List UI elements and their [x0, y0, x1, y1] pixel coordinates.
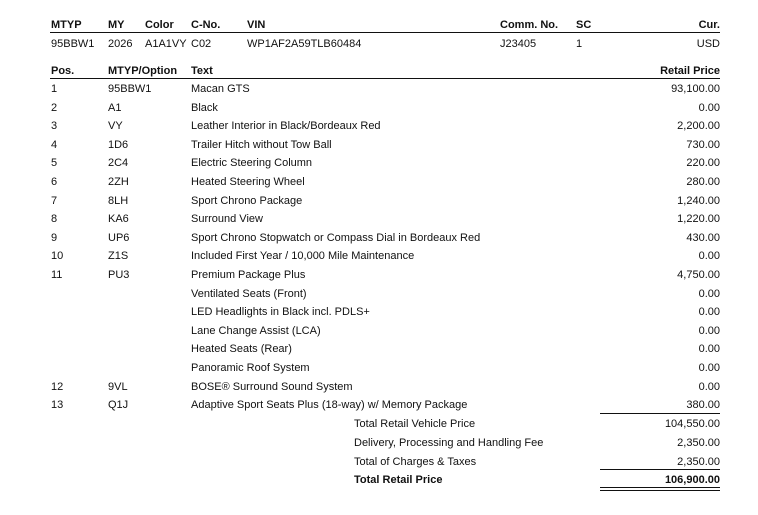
row-text: Trailer Hitch without Tow Ball [191, 138, 332, 151]
total-retail-price-label: Total Retail Price [354, 474, 443, 486]
row-text: Lane Change Assist (LCA) [191, 324, 321, 337]
row-option: A1 [108, 101, 122, 114]
row-pos: 3 [51, 120, 58, 133]
header-rule [50, 32, 720, 33]
col-currency-header: Cur. [698, 19, 720, 31]
cno-value: C02 [191, 38, 212, 50]
total-charges-taxes-label: Total of Charges & Taxes [354, 456, 477, 468]
total-retail-vehicle-price-label: Total Retail Vehicle Price [354, 418, 476, 430]
row-text: Adaptive Sport Seats Plus (18-way) w/ Memory Package [191, 399, 468, 412]
row-price: 0.00 [698, 306, 720, 319]
subtotal-rule [600, 413, 720, 414]
col-cno-header: C-No. [191, 19, 221, 31]
row-option: 9VL [108, 380, 128, 393]
row-option: 1D6 [108, 138, 129, 151]
row-option: 2C4 [108, 157, 129, 170]
row-option: KA6 [108, 213, 129, 226]
row-text: Heated Steering Wheel [191, 176, 305, 188]
row-pos: 12 [51, 380, 64, 393]
row-text: Sport Chrono Stopwatch or Compass Dial in Bordeaux Red [191, 231, 481, 244]
row-option: Z1S [108, 250, 129, 263]
delivery-fee-value: 2,350.00 [677, 437, 720, 449]
pos-column-header: Pos. [51, 65, 75, 77]
col-mtyp-header: MTYP [51, 19, 82, 31]
comm-no-value: J23405 [500, 38, 537, 50]
row-price: 280.00 [686, 176, 720, 188]
text-column-header: Text [191, 65, 213, 77]
mtyp-value: 95BBW1 [51, 38, 95, 50]
col-my-header: MY [108, 19, 125, 31]
row-price: 220.00 [686, 157, 720, 170]
row-price: 0.00 [698, 380, 720, 393]
row-text: Premium Package Plus [191, 269, 306, 281]
row-option: VY [108, 120, 123, 133]
row-price: 4,750.00 [677, 269, 720, 281]
model-year-value: 2026 [108, 38, 133, 50]
row-text: Sport Chrono Package [191, 194, 303, 207]
vin-value: WP1AF2A59TLB60484 [247, 38, 362, 50]
col-vin-header: VIN [247, 19, 266, 31]
table-header-rule [50, 78, 720, 79]
row-text: LED Headlights in Black incl. PDLS+ [191, 306, 370, 319]
sc-value: 1 [576, 38, 583, 50]
option-column-header: MTYP/Option [108, 65, 178, 77]
price-column-header: Retail Price [660, 65, 720, 77]
row-text: Black [191, 101, 218, 114]
row-price: 2,200.00 [677, 120, 720, 133]
row-pos: 11 [51, 269, 63, 281]
row-text: BOSE® Surround Sound System [191, 380, 353, 393]
total-retail-price-value: 106,900.00 [664, 474, 720, 486]
row-pos: 7 [51, 194, 58, 207]
row-text: Electric Steering Column [191, 157, 313, 170]
row-price: 0.00 [698, 343, 720, 356]
col-color-header: Color [145, 19, 174, 31]
row-text: Panoramic Roof System [191, 362, 310, 374]
row-price: 0.00 [698, 324, 720, 337]
row-pos: 2 [51, 101, 58, 114]
row-price: 1,220.00 [677, 213, 720, 226]
col-sc-header: SC [576, 19, 592, 31]
row-option: Q1J [108, 399, 129, 412]
color-value: A1A1VY [145, 38, 187, 50]
row-price: 430.00 [686, 231, 720, 244]
grand-total-double-rule [600, 487, 720, 491]
row-price: 0.00 [698, 287, 720, 300]
row-price: 380.00 [686, 399, 720, 412]
row-text: Leather Interior in Black/Bordeaux Red [191, 120, 381, 133]
row-option: 2ZH [108, 176, 129, 188]
row-price: 730.00 [686, 138, 720, 151]
row-price: 0.00 [698, 250, 720, 263]
row-pos: 1 [51, 83, 58, 95]
delivery-fee-label: Delivery, Processing and Handling Fee [354, 437, 544, 449]
row-price: 1,240.00 [677, 194, 720, 207]
row-text: Ventilated Seats (Front) [191, 287, 307, 300]
row-pos: 6 [51, 176, 58, 188]
col-comm-no-header: Comm. No. [500, 19, 559, 31]
row-pos: 9 [51, 231, 58, 244]
total-retail-vehicle-price-value: 104,550.00 [664, 418, 720, 430]
row-price: 0.00 [698, 362, 720, 374]
row-pos: 5 [51, 157, 58, 170]
row-option: 8LH [108, 194, 129, 207]
row-option: UP6 [108, 231, 130, 244]
grand-total-rule [600, 469, 720, 470]
row-text: Surround View [191, 213, 263, 226]
row-pos: 13 [51, 399, 64, 412]
row-text: Macan GTS [191, 83, 250, 95]
row-text: Heated Seats (Rear) [191, 343, 292, 356]
row-pos: 4 [51, 138, 58, 151]
row-text: Included First Year / 10,000 Mile Maintenance [191, 250, 415, 263]
row-option: 95BBW1 [108, 83, 152, 95]
currency-value: USD [696, 38, 720, 50]
row-pos: 10 [51, 250, 64, 263]
total-charges-taxes-value: 2,350.00 [677, 456, 720, 468]
row-price: 0.00 [698, 101, 720, 114]
row-pos: 8 [51, 213, 58, 226]
row-price: 93,100.00 [671, 83, 720, 95]
row-option: PU3 [108, 269, 130, 281]
